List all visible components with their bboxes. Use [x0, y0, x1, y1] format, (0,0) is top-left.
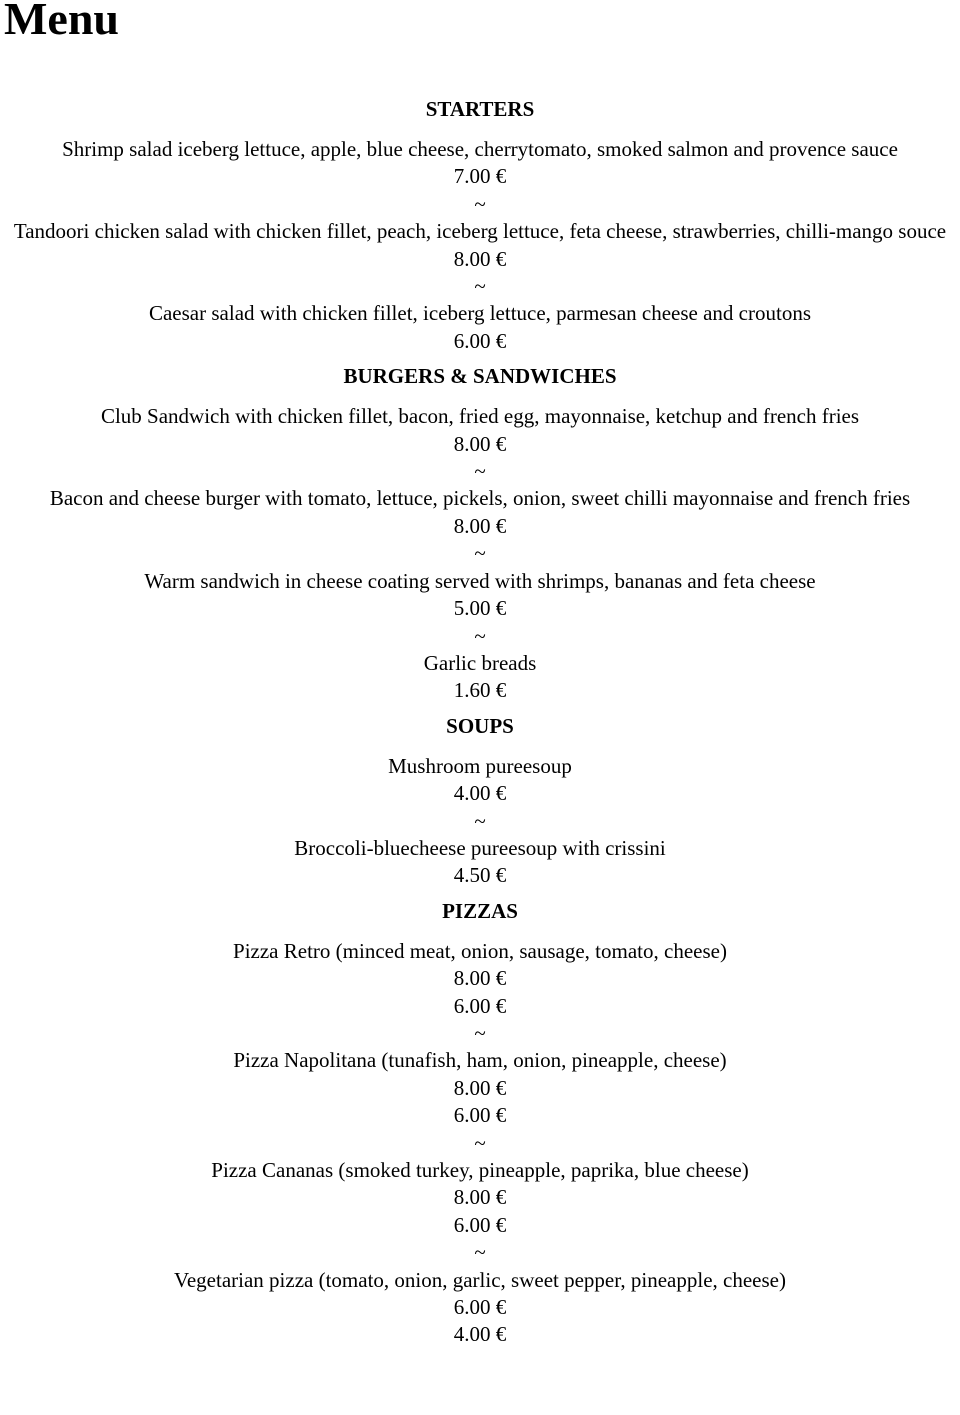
menu-item: [0, 136, 960, 191]
item-separator: ~: [474, 1240, 486, 1265]
menu-section: [0, 363, 960, 704]
item-description: Tandoori chicken salad with chicken fillet, peach, iceberg lettuce, feta cheese, strawberries, chilli-mango souce: [13, 219, 947, 244]
item-price: 6.00 €: [453, 328, 507, 353]
item-description: Pizza Retro (minced meat, onion, sausage, tomato, cheese): [233, 938, 727, 963]
section-heading: STARTERS: [425, 97, 535, 121]
item-description: Pizza Napolitana (tunafish, ham, onion, pineapple, cheese): [233, 1048, 727, 1073]
menu-section: [0, 96, 960, 355]
item-price: 6.00 €: [453, 1212, 507, 1237]
menu-item: [0, 568, 960, 623]
menu-item: [0, 1267, 960, 1349]
item-description: Mushroom pureesoup: [388, 753, 572, 778]
item-separator: ~: [474, 1020, 486, 1045]
menu-item: [0, 485, 960, 540]
item-price: 4.00 €: [453, 1322, 507, 1347]
item-price: 4.50 €: [453, 863, 507, 888]
item-price: 8.00 €: [453, 1075, 507, 1100]
item-price: 8.00 €: [453, 513, 507, 538]
item-separator: ~: [474, 541, 486, 566]
item-description: Club Sandwich with chicken fillet, bacon, fried egg, mayonnaise, ketchup and french fries: [100, 404, 860, 429]
section-heading: BURGERS & SANDWICHES: [343, 364, 617, 389]
item-price: 8.00 €: [453, 431, 507, 456]
section-heading: SOUPS: [446, 713, 514, 738]
item-description: Broccoli-bluecheese pureesoup with crissini: [294, 835, 666, 860]
menu-item: [0, 753, 960, 808]
item-price: 1.60 €: [453, 678, 507, 703]
item-price: 8.00 €: [453, 966, 507, 991]
menu-body: [0, 96, 960, 1349]
item-description: Pizza Cananas (smoked turkey, pineapple, paprika, blue cheese): [211, 1158, 749, 1182]
item-description: Shrimp salad iceberg lettuce, apple, blue cheese, cherrytomato, smoked salmon and provence sauce: [62, 137, 898, 161]
item-price: 7.00 €: [453, 164, 507, 189]
menu-item: [0, 650, 960, 705]
item-price: 8.00 €: [453, 1185, 507, 1210]
item-separator: ~: [474, 1130, 486, 1155]
section-heading: PIZZAS: [442, 898, 518, 923]
menu-item: [0, 835, 960, 890]
item-description: Bacon and cheese burger with tomato, lettuce, pickels, onion, sweet chilli mayonnaise and french fries: [49, 486, 911, 511]
item-price: 4.00 €: [453, 781, 507, 806]
menu-section: [0, 898, 960, 1349]
menu-item: [0, 938, 960, 1020]
item-separator: ~: [474, 191, 486, 216]
menu-item: [0, 403, 960, 458]
menu-item: [0, 1157, 960, 1239]
item-price: 6.00 €: [453, 1295, 507, 1320]
menu-item: [0, 1047, 960, 1129]
item-price: 8.00 €: [453, 246, 507, 271]
item-separator: ~: [474, 808, 486, 833]
item-separator: ~: [474, 274, 486, 299]
menu-section: [0, 713, 960, 890]
item-price: 5.00 €: [453, 596, 507, 621]
item-description: Warm sandwich in cheese coating served with shrimps, bananas and feta cheese: [144, 568, 816, 593]
item-description: Garlic breads: [423, 650, 537, 675]
item-price: 6.00 €: [453, 1103, 507, 1128]
item-description: Caesar salad with chicken fillet, iceberg lettuce, parmesan cheese and croutons: [148, 301, 811, 326]
item-separator: ~: [474, 459, 486, 484]
menu-item: [0, 218, 960, 273]
item-description: Vegetarian pizza (tomato, onion, garlic, sweet pepper, pineapple, cheese): [174, 1267, 786, 1292]
menu-item: [0, 300, 960, 355]
item-price: 6.00 €: [453, 993, 507, 1018]
page-title: Menu: [4, 0, 119, 44]
item-separator: ~: [474, 623, 486, 648]
